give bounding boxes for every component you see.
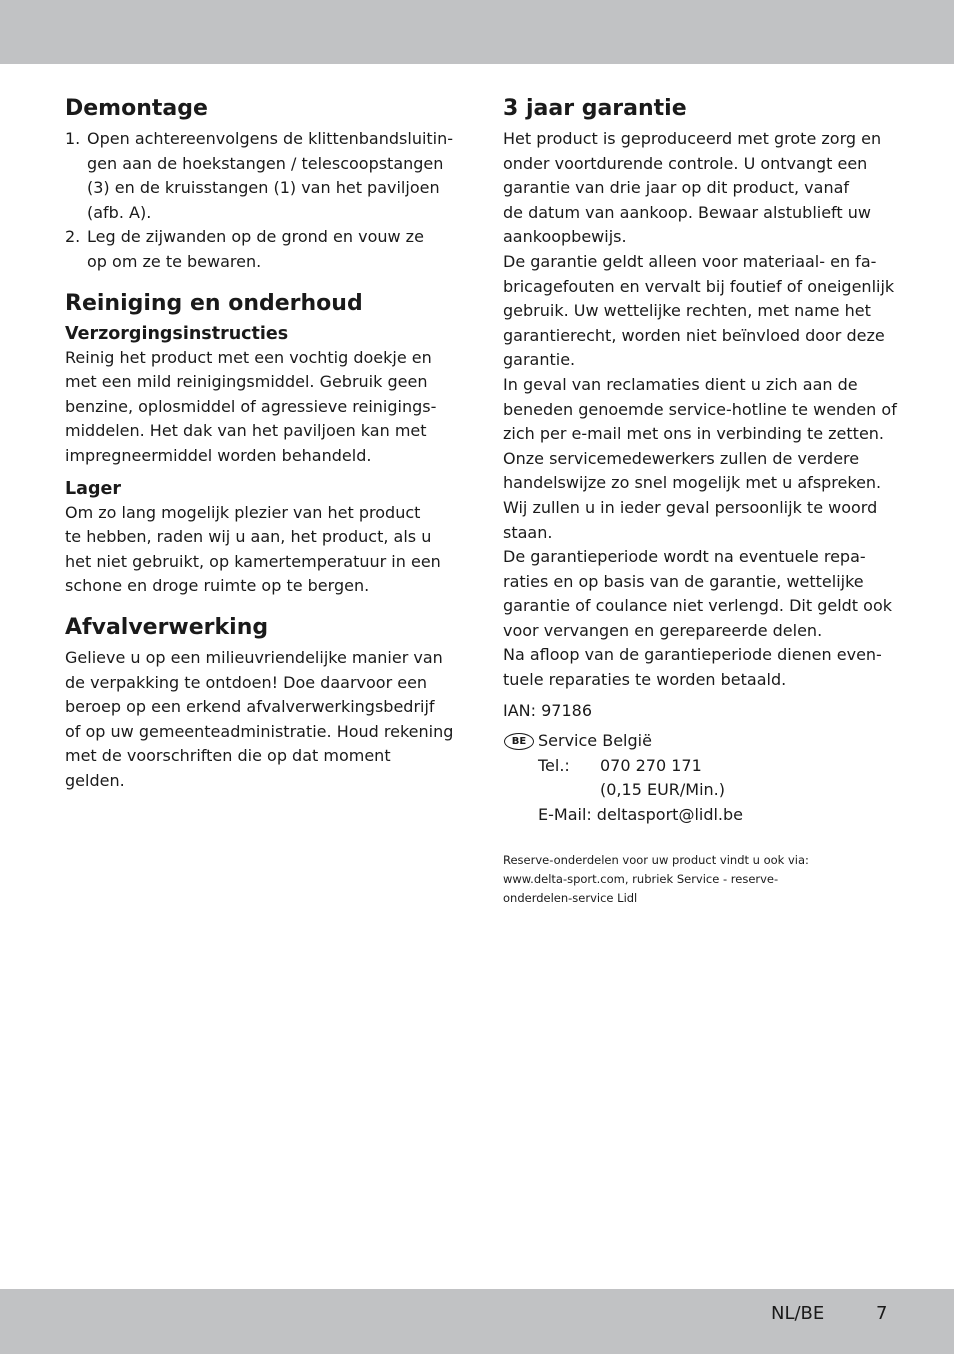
text-line: of op uw gemeenteadministratie. Houd rekening bbox=[65, 721, 454, 741]
text-line: onderdelen-service Lidl bbox=[503, 890, 638, 905]
text-line: In geval van reclamaties dient u zich aan de bbox=[503, 374, 858, 394]
text-line: garantie. bbox=[503, 350, 576, 370]
section-title-afval: Afvalverwerking bbox=[65, 614, 269, 640]
text-line: met een mild reinigingsmiddel. Gebruik geen bbox=[65, 372, 428, 392]
text-line: gebruik. Uw wettelijke rechten, met name het bbox=[503, 301, 871, 321]
text-line: schone en droge ruimte op te bergen. bbox=[65, 576, 370, 596]
text-line: www.delta-sport.com, rubriek Service - reserve- bbox=[503, 871, 779, 886]
text-line: op om ze te bewaren. bbox=[87, 251, 262, 271]
list-item bbox=[65, 127, 455, 225]
text-line: Reinig het product met een vochtig doekje en bbox=[65, 347, 432, 367]
text-line: Open achtereenvolgens de klittenbandsluitin- bbox=[87, 129, 454, 148]
email-row bbox=[538, 803, 903, 828]
section-title-demontage: Demontage bbox=[65, 96, 208, 121]
rate-row bbox=[538, 778, 903, 803]
text-line: met de voorschriften die op dat moment gelden. bbox=[65, 746, 391, 790]
text-line: impregneermiddel worden behandeld. bbox=[65, 445, 372, 465]
service-heading bbox=[504, 729, 903, 754]
header-band bbox=[0, 0, 954, 64]
text-line: het niet gebruikt, op kamertemperatuur in een bbox=[65, 551, 441, 571]
step-text bbox=[87, 127, 455, 225]
text-line: (3) en de kruisstangen (1) van het paviljoen bbox=[87, 178, 440, 198]
text-line: Wij zullen u in ieder geval persoonlijk te woord bbox=[503, 497, 878, 517]
care-paragraph bbox=[65, 346, 455, 469]
section-title-garantie: 3 jaar garantie bbox=[503, 96, 687, 121]
text-line: beneden genoemde service-hotline te wenden of bbox=[503, 399, 897, 419]
text-line: onder voortdurende controle. U ontvangt een bbox=[503, 153, 868, 173]
text-line: garantierecht, worden niet beïnvloed door deze bbox=[503, 325, 885, 345]
belgium-badge-icon: BE bbox=[504, 733, 534, 750]
email-address: deltasport@lidl.be bbox=[596, 805, 744, 825]
phone-row bbox=[538, 754, 903, 779]
text-line: Gelieve u op een milieuvriendelijke manier van bbox=[65, 647, 443, 667]
phone-label: Tel.: bbox=[538, 755, 570, 775]
text-line: Na afloop van de garantieperiode dienen even- bbox=[503, 645, 882, 665]
step-number: 1. bbox=[65, 129, 81, 148]
text-line: garantie van drie jaar op dit product, vanaf bbox=[503, 178, 850, 198]
text-line: beroep op een erkend afvalverwerkingsbedrijf bbox=[65, 697, 435, 717]
phone-number: 070 270 171 bbox=[600, 755, 702, 775]
left-column bbox=[65, 93, 455, 793]
text-line: middelen. Het dak van het paviljoen kan met bbox=[65, 421, 427, 441]
demontage-steps bbox=[65, 127, 455, 275]
text-line: te hebben, raden wij u aan, het product, als u bbox=[65, 527, 432, 547]
storage-paragraph bbox=[65, 501, 455, 599]
text-line: gen aan de hoekstangen / telescoopstangen bbox=[87, 153, 444, 173]
step-text bbox=[87, 225, 455, 274]
text-line: Het product is geproduceerd met grote zorg en bbox=[503, 129, 882, 148]
text-line: handelswijze zo snel mogelijk met u afspreken. bbox=[503, 473, 882, 493]
text-line: de datum van aankoop. Bewaar alstublieft uw bbox=[503, 202, 871, 222]
text-line: voor vervangen en gerepareerde delen. bbox=[503, 620, 823, 640]
text-line: De garantie geldt alleen voor materiaal- en fa- bbox=[503, 251, 877, 271]
text-line: staan. bbox=[503, 522, 553, 542]
text-line: garantie of coulance niet verlengd. Dit geldt ook bbox=[503, 596, 893, 616]
text-line: Reserve-onderdelen voor uw product vindt u ook via: bbox=[503, 852, 809, 867]
email-label: E-Mail: bbox=[538, 805, 592, 825]
subsection-title-verzorging: Verzorgingsinstructies bbox=[65, 323, 289, 344]
list-item bbox=[65, 225, 455, 274]
service-name: Service België bbox=[538, 731, 652, 751]
text-line: Om zo lang mogelijk plezier van het product bbox=[65, 502, 421, 522]
garantie-paragraph bbox=[503, 127, 903, 693]
text-line: Onze servicemedewerkers zullen de verdere bbox=[503, 448, 860, 468]
afval-paragraph bbox=[65, 646, 455, 794]
text-line: de verpakking te ontdoen! Doe daarvoor een bbox=[65, 672, 428, 692]
text-line: raties en op basis van de garantie, wettelijke bbox=[503, 571, 864, 591]
phone-rate: (0,15 EUR/Min.) bbox=[600, 780, 725, 800]
text-line: aankoopbewijs. bbox=[503, 227, 627, 247]
subsection-title-lager: Lager bbox=[65, 478, 121, 499]
text-line: Leg de zijwanden op de grond en vouw ze bbox=[87, 227, 424, 247]
page-number: 7 bbox=[876, 1303, 888, 1324]
text-line: bricagefouten en vervalt bij foutief of oneigenlijk bbox=[503, 276, 895, 296]
text-line: (afb. A). bbox=[87, 202, 152, 222]
text-line: tuele reparaties te worden betaald. bbox=[503, 670, 787, 690]
text-line: benzine, oplosmiddel of agressieve reinigings- bbox=[65, 396, 437, 416]
service-contact bbox=[538, 754, 903, 828]
step-number: 2. bbox=[65, 227, 81, 247]
text-line: zich per e-mail met ons in verbinding te zetten. bbox=[503, 424, 885, 444]
spare-parts-note bbox=[503, 851, 903, 908]
text-line: De garantieperiode wordt na eventuele repa- bbox=[503, 547, 866, 567]
right-column bbox=[503, 93, 903, 908]
ian-number: IAN: 97186 bbox=[503, 700, 593, 720]
section-title-reiniging: Reiniging en onderhoud bbox=[65, 290, 363, 316]
footer-language: NL/BE bbox=[771, 1303, 825, 1324]
